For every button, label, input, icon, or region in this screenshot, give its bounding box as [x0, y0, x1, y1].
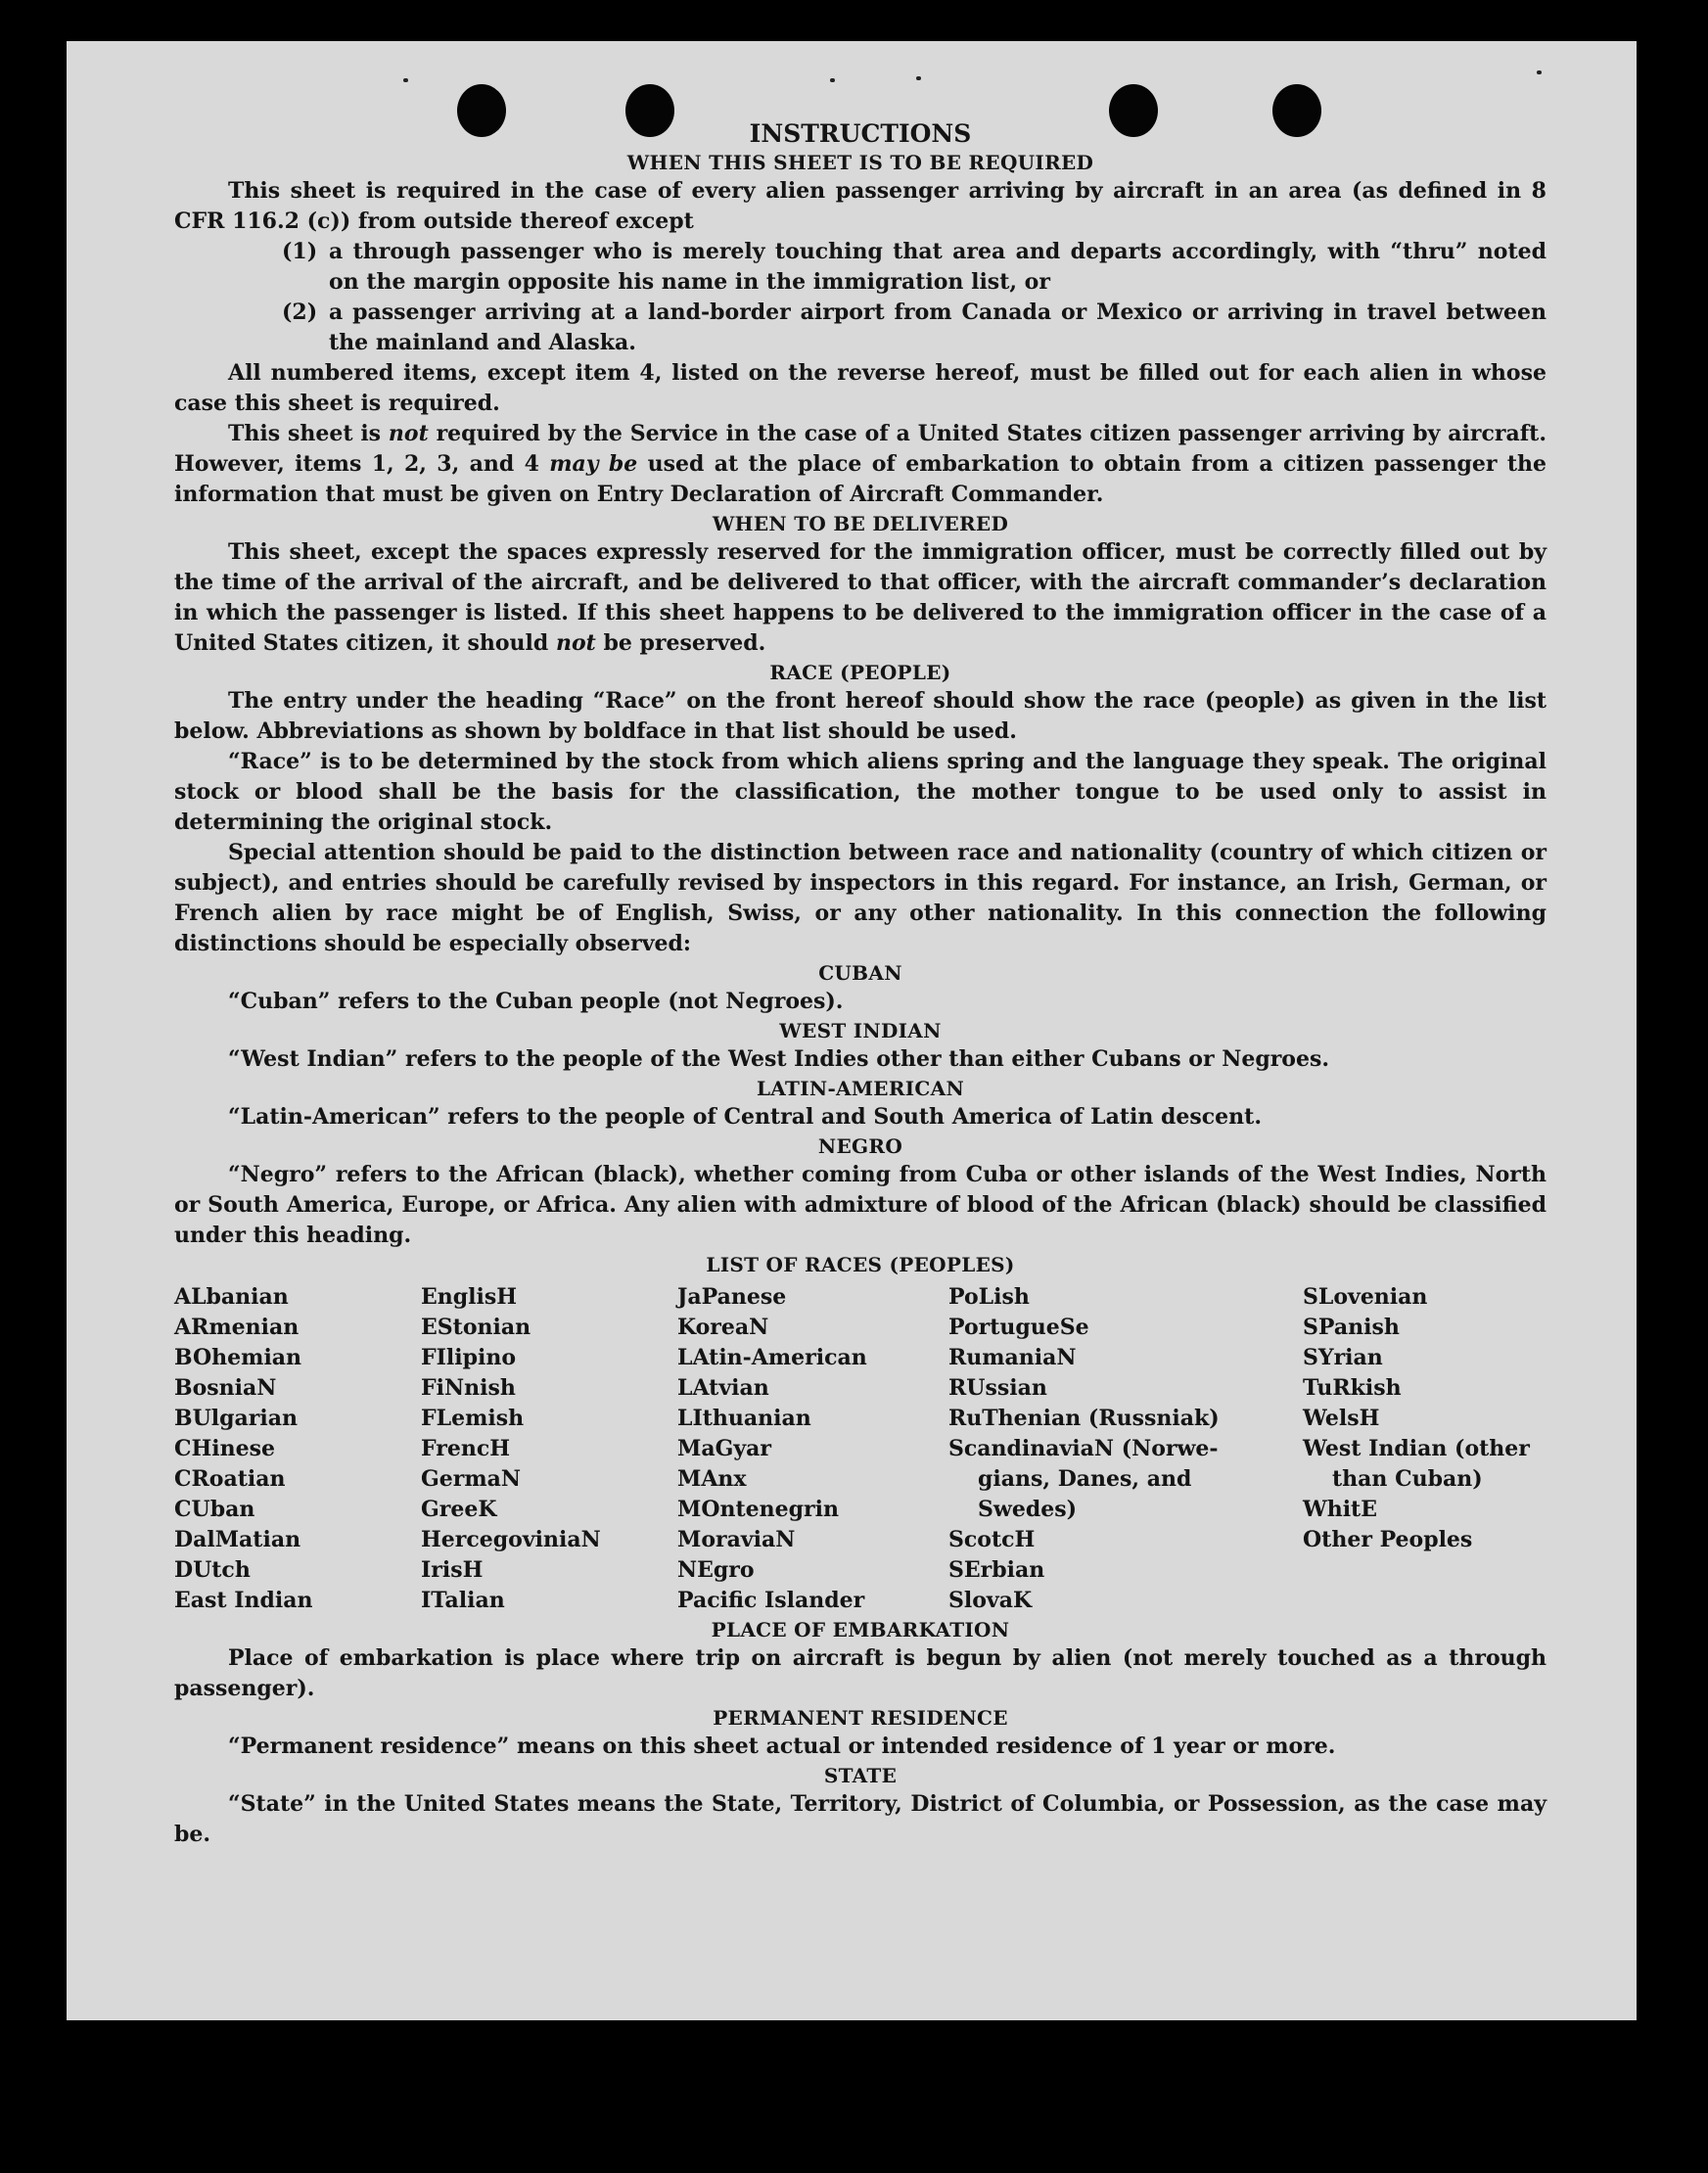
race-entry: CUban	[174, 1497, 255, 1522]
definition-text: “West Indian” refers to the people of the West Indies other than either Cubans or Negroes.	[228, 1046, 1330, 1072]
exception-item	[282, 298, 1546, 358]
race-entry: MAnx	[677, 1466, 747, 1492]
paragraph: “Permanent residence” means on this sheet actual or intended residence of 1 year or more.	[228, 1734, 1336, 1759]
races-column	[677, 1282, 948, 1616]
scan-speck	[916, 76, 921, 80]
race-entry: ARmenian	[174, 1315, 300, 1340]
race-entry: WelsH	[1303, 1406, 1380, 1431]
paragraph: Place of embarkation is place where trip on aircraft is begun by alien (not merely touched as a through passenger).	[174, 1645, 1546, 1701]
item-text: a passenger arriving at a land-border airport from Canada or Mexico or arriving in travel between the mainland and Alaska.	[329, 300, 1546, 355]
item-number: (2)	[282, 300, 318, 325]
race-entry: FrencH	[421, 1436, 510, 1461]
definition-heading: CUBAN	[818, 961, 902, 985]
item-number: (1)	[282, 239, 318, 264]
item-text: a through passenger who is merely touching that area and departs accordingly, with “thru” noted on the margin opposite his name in the immigration list, or	[329, 239, 1546, 295]
race-entry: SErbian	[948, 1557, 1045, 1583]
paragraph: This sheet, except the spaces expressly reserved for the immigration officer, must be correctly filled out by the time of the arrival of the aircraft, and be delivered to that officer, with the aircraft commander’s declaration in which the passenger is listed. If this sheet happens to be delivered to the immigration officer in the case of a United States citizen, it should not be preserved.	[174, 539, 1546, 656]
races-list	[174, 1282, 1546, 1616]
race-entry: KoreaN	[677, 1315, 769, 1340]
exception-item	[282, 237, 1546, 298]
race-entry: LIthuanian	[677, 1406, 811, 1431]
race-entry: SlovaK	[948, 1588, 1033, 1613]
race-entry: MaGyar	[677, 1436, 772, 1461]
race-entry-continued: gians, Danes, and	[978, 1466, 1192, 1492]
race-entry: TuRkish	[1303, 1375, 1402, 1401]
races-column	[421, 1282, 677, 1616]
race-entry: SYrian	[1303, 1345, 1383, 1370]
race-entry: FiNnish	[421, 1375, 516, 1401]
scan-speck	[830, 78, 835, 82]
race-entry: MoraviaN	[677, 1527, 796, 1552]
race-entry: HercegoviniaN	[421, 1527, 601, 1552]
race-entry: CRoatian	[174, 1466, 286, 1492]
race-entry: ITalian	[421, 1588, 505, 1613]
section-heading: WHEN THIS SHEET IS TO BE REQUIRED	[626, 151, 1094, 174]
race-entry: WhitE	[1303, 1497, 1377, 1522]
race-entry: DalMatian	[174, 1527, 301, 1552]
race-entry: JaPanese	[677, 1284, 787, 1310]
race-entry: EnglisH	[421, 1284, 518, 1310]
race-entry: GreeK	[421, 1497, 497, 1522]
race-entry: East Indian	[174, 1588, 313, 1613]
definition-heading: WEST INDIAN	[779, 1019, 942, 1042]
race-entry: SLovenian	[1303, 1284, 1428, 1310]
race-entry: EStonian	[421, 1315, 531, 1340]
paragraph: This sheet is not required by the Service in the case of a United States citizen passenger arriving by aircraft. However, items 1, 2, 3, and 4 may be used at the place of embarkation to obtain from a citizen passenger the information that must be given on Entry Declaration of Aircraft Commander.	[174, 421, 1547, 507]
section-heading: WHEN TO BE DELIVERED	[712, 512, 1009, 535]
race-entry-continued: Swedes)	[978, 1497, 1077, 1522]
race-entry: ScandinaviaN (Norwe-	[948, 1436, 1219, 1461]
paragraph: “State” in the United States means the State, Territory, District of Columbia, or Possession, as the case may be.	[174, 1791, 1546, 1847]
race-entry: BOhemian	[174, 1345, 302, 1370]
race-entry: SPanish	[1303, 1315, 1400, 1340]
race-entry: LAtin-American	[677, 1345, 867, 1370]
race-entry: Other Peoples	[1303, 1527, 1473, 1552]
section-heading: PERMANENT RESIDENCE	[713, 1706, 1008, 1730]
definition-text: “Latin-American” refers to the people of Central and South America of Latin descent.	[228, 1104, 1262, 1130]
race-entry-continued: than Cuban)	[1332, 1466, 1483, 1492]
race-entry: DUtch	[174, 1557, 251, 1583]
paragraph: This sheet is required in the case of every alien passenger arriving by aircraft in an area (as defined in 8 CFR 116.2 (c)) from outside thereof except	[174, 178, 1546, 234]
race-entry: RumaniaN	[948, 1345, 1077, 1370]
definition-text: “Cuban” refers to the Cuban people (not Negroes).	[228, 989, 844, 1014]
section-heading: PLACE OF EMBARKATION	[711, 1618, 1010, 1641]
paragraph: Special attention should be paid to the distinction between race and nationality (country of which citizen or subject), and entries should be carefully revised by inspectors in this regard. For instance, an Irish, German, or French alien by race might be of English, Swiss, or any other nationality. In this connection the following distinctions should be especially observed:	[174, 840, 1546, 956]
race-entry: FLemish	[421, 1406, 525, 1431]
race-entry: RUssian	[948, 1375, 1047, 1401]
definition-heading: LATIN-AMERICAN	[756, 1077, 965, 1100]
race-entry: West Indian (other	[1303, 1436, 1530, 1461]
paragraph: All numbered items, except item 4, listed on the reverse hereof, must be filled out for each alien in whose case this sheet is required.	[174, 360, 1546, 416]
race-entry: RuThenian (Russniak)	[948, 1406, 1220, 1431]
section-heading: RACE (PEOPLE)	[769, 661, 951, 684]
paragraph: The entry under the heading “Race” on the front hereof should show the race (people) as given in the list below. Abbreviations as shown by boldface in that list should be used.	[174, 688, 1546, 744]
races-heading: LIST OF RACES (PEOPLES)	[706, 1253, 1015, 1276]
race-entry: PortugueSe	[948, 1315, 1089, 1340]
document-sheet	[67, 41, 1637, 2020]
instructions-body	[174, 119, 1546, 1850]
scan-speck	[1537, 70, 1542, 74]
race-entry: IrisH	[421, 1557, 484, 1583]
paragraph: “Race” is to be determined by the stock from which aliens spring and the language they speak. The original stock or blood shall be the basis for the classification, the mother tongue to be used only to assist in determining the original stock.	[174, 749, 1546, 835]
definition-text: “Negro” refers to the African (black), whether coming from Cuba or other islands of the West Indies, North or South America, Europe, or Africa. Any alien with admixture of blood of the African (black) should be classified under this heading.	[174, 1162, 1546, 1248]
race-entry: BosniaN	[174, 1375, 277, 1401]
race-entry: LAtvian	[677, 1375, 769, 1401]
scan-speck	[403, 78, 408, 82]
race-entry: BUlgarian	[174, 1406, 298, 1431]
races-column	[1303, 1282, 1546, 1616]
race-entry: ScotcH	[948, 1527, 1036, 1552]
race-entry: CHinese	[174, 1436, 276, 1461]
race-entry: NEgro	[677, 1557, 755, 1583]
race-entry: GermaN	[421, 1466, 522, 1492]
section-heading: STATE	[823, 1764, 898, 1787]
race-entry: ALbanian	[174, 1284, 289, 1310]
race-entry: PoLish	[948, 1284, 1030, 1310]
definition-heading: NEGRO	[817, 1134, 903, 1158]
race-entry: MOntenegrin	[677, 1497, 839, 1522]
races-column	[948, 1282, 1303, 1616]
page-title: INSTRUCTIONS	[749, 119, 972, 148]
races-column	[174, 1282, 421, 1616]
race-entry: FIlipino	[421, 1345, 517, 1370]
race-entry: Pacific Islander	[677, 1588, 865, 1613]
